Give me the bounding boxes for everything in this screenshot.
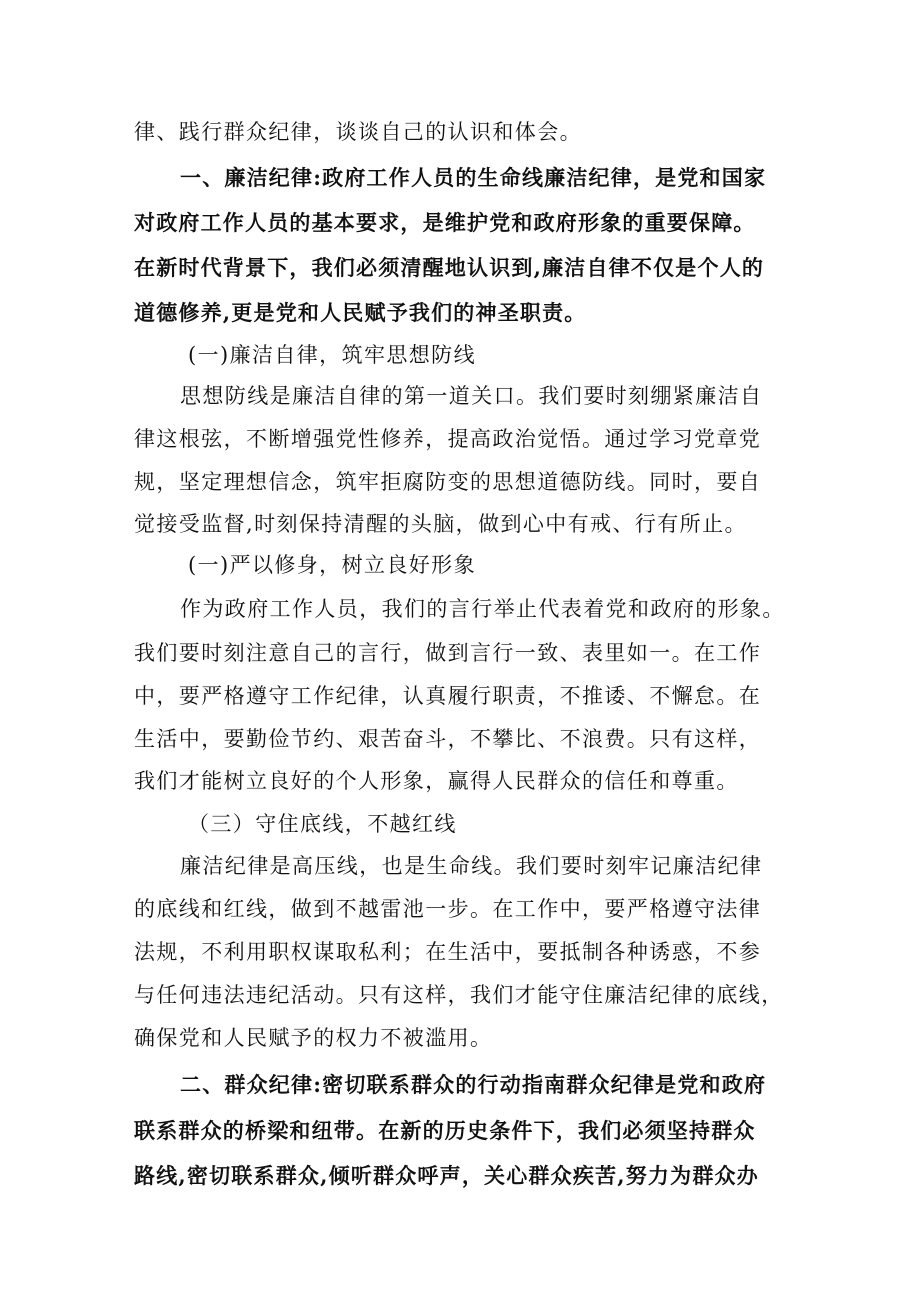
section-heading-line: 道德修养,更是党和人民赋予我们的神圣职责。 [134,300,587,325]
text-line: 法规，不利用职权谋取私利；在生活中，要抵制各种诱惑，不参 [134,940,762,964]
text-line: 确保党和人民赋予的权力不被滥用。 [134,1026,493,1050]
text-line: 中，要严格遵守工作纪律，认真履行职责，不推诿、不懈怠。在 [134,684,762,708]
text-line: 的底线和红线，做到不越雷池一步。在工作中，要严格遵守法律 [134,897,762,921]
section-heading-line: 对政府工作人员的基本要求，是维护党和政府形象的重要保障。 [134,210,756,235]
section-heading-line: 在新时代背景下，我们必须清醒地认识到,廉洁自律不仅是个人的 [134,255,765,280]
text-line: 我们要时刻注意自己的言行，做到言行一致、表里如一。在工作 [134,641,762,665]
text-line: 律、践行群众纪律，谈谈自己的认识和体会。 [134,120,582,144]
text-line: 觉接受监督,时刻保持清醒的头脑，做到心中有戒、行有所止。 [134,512,747,536]
text-line: 思想防线是廉洁自律的第一道关口。我们要时刻绷紧廉洁自 [180,384,763,408]
text-line: 廉洁纪律是高压线，也是生命线。我们要时刻牢记廉洁纪律 [180,854,763,878]
text-line: 律这根弦，不断增强党性修养，提高政治觉悟。通过学习党章党 [134,427,762,451]
section-heading-line: 路线,密切联系群众,倾听群众呼声，关心群众疾苦,努力为群众办 [134,1163,759,1188]
text-line: 与任何违法违纪活动。只有这样，我们才能守住廉洁纪律的底线， [134,983,784,1007]
section-heading-line: 一、廉洁纪律:政府工作人员的生命线廉洁纪律，是党和国家 [180,165,767,190]
subheading-line: (一)廉洁自律，筑牢思想防线 [188,343,476,367]
text-line: 作为政府工作人员，我们的言行举止代表着党和政府的形象。 [180,597,785,621]
section-heading-line: 二、群众纪律:密切联系群众的行动指南群众纪律是党和政府 [180,1072,767,1097]
text-line: 规，坚定理想信念，筑牢拒腐防变的思想道德防线。同时，要自 [134,470,762,494]
text-line: 生活中，要勤俭节约、艰苦奋斗，不攀比、不浪费。只有这样， [134,727,762,751]
text-line: 我们才能树立良好的个人形象，赢得人民群众的信任和尊重。 [134,769,739,793]
subheading-line: （三）守住底线，不越红线 [188,812,457,836]
section-heading-line: 联系群众的桥梁和纽带。在新的历史条件下，我们必须坚持群众 [134,1118,756,1143]
subheading-line: (一)严以修身，树立良好形象 [188,553,476,577]
